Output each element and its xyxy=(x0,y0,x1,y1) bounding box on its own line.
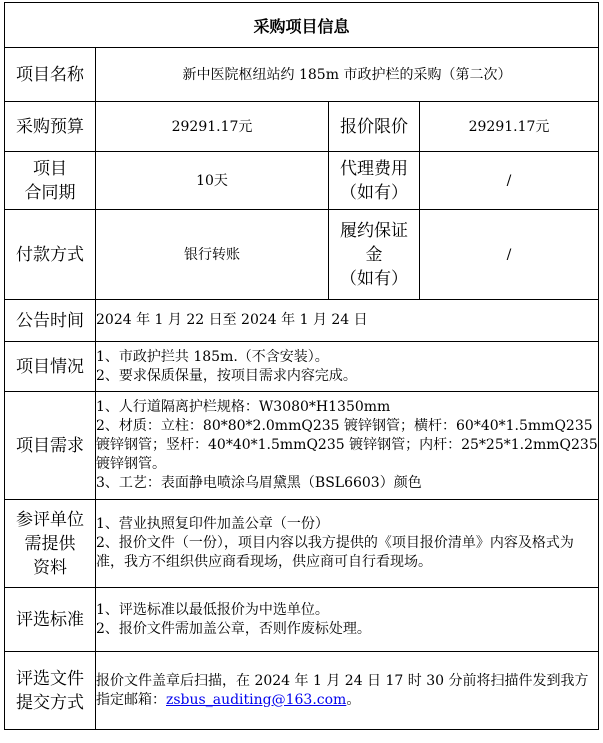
notice-time-value: 2024 年 1 月 22 日至 2024 年 1 月 24 日 xyxy=(96,300,599,342)
price-limit-value: 29291.17元 xyxy=(420,102,599,152)
performance-bond-label xyxy=(329,210,420,300)
project-requirements-row xyxy=(5,392,599,500)
title-row xyxy=(5,3,599,48)
criteria-label: 评选标准 xyxy=(5,588,96,652)
submission-label-line-1: 评选文件 xyxy=(16,668,84,689)
criteria-content xyxy=(96,588,599,652)
project-name-value: 新中医院枢纽站约 185m 市政护栏的采购（第二次） xyxy=(96,48,599,102)
price-limit-label: 报价限价 xyxy=(329,102,420,152)
budget-row xyxy=(5,102,599,152)
payment-label: 付款方式 xyxy=(5,210,96,300)
materials-line-1: 1、营业执照复印件加盖公章（一份） xyxy=(96,516,329,532)
project-situation-line-2: 2、要求保质保量，按项目需求内容完成。 xyxy=(96,367,357,384)
project-situation-line-1: 1、市政护拦共 185m.（不含安装）。 xyxy=(96,348,329,365)
agent-fee-label-line-1: 代理费用 xyxy=(340,158,408,179)
submission-row xyxy=(5,652,599,730)
budget-value: 29291.17元 xyxy=(96,102,329,152)
project-requirements-content xyxy=(96,392,599,500)
submission-email-link[interactable]: zsbus_auditing@163.com xyxy=(166,691,347,708)
materials-content xyxy=(96,500,599,588)
materials-label-line-1: 参评单位 xyxy=(16,509,84,530)
notice-time-row xyxy=(5,300,599,342)
procurement-info-table xyxy=(4,2,599,730)
criteria-line-1: 1、评选标准以最低报价为中选单位。 xyxy=(96,601,329,618)
submission-content xyxy=(96,652,599,730)
notice-time-label: 公告时间 xyxy=(5,300,96,342)
materials-row xyxy=(5,500,599,588)
materials-label-line-3: 资料 xyxy=(33,557,67,578)
contract-period-label-line-1: 项目 xyxy=(33,158,67,179)
submission-text: 报价文件盖章后扫描，在 2024 年 1 月 24 日 17 时 30 分前将扫描件发到我方指定邮箱： xyxy=(96,672,589,708)
agent-fee-label-line-2: （如有） xyxy=(340,182,408,203)
contract-period-label-line-2: 合同期 xyxy=(24,182,76,203)
criteria-line-2: 2、报价文件需加盖公章，否则作废标处理。 xyxy=(96,620,371,637)
agent-fee-label xyxy=(329,152,420,210)
performance-bond-label-line-1: 履约保证 xyxy=(340,220,408,241)
submission-tail: 。 xyxy=(346,691,361,708)
materials-label-line-2: 需提供 xyxy=(24,533,76,554)
project-situation-content xyxy=(96,342,599,392)
contract-period-row xyxy=(5,152,599,210)
materials-line-2: 2、报价文件（一份），项目内容以我方提供的《项目报价清单》内容及格式为准，我方不组织供应商看现场，供应商可自行看现场。 xyxy=(96,535,574,570)
submission-label-line-2: 提交方式 xyxy=(16,692,84,713)
project-requirements-line-2: 2、材质：立柱：80*80*2.0mmQ235 镀锌钢管；横杆：60*40*1.5mmQ235 镀锌钢管；竖杆：40*40*1.5mmQ235 镀锌钢管；内杆：25*25*1.2mmQ235 镀锌钢管。 xyxy=(96,418,598,472)
project-situation-row xyxy=(5,342,599,392)
project-requirements-line-1: 1、人行道隔离护栏规格：W3080*H1350mm xyxy=(96,399,391,415)
performance-bond-label-line-3: （如有） xyxy=(340,268,408,289)
budget-label: 采购预算 xyxy=(5,102,96,152)
performance-bond-label-line-2: 金 xyxy=(365,244,383,265)
project-name-row xyxy=(5,48,599,102)
project-situation-label: 项目情况 xyxy=(5,342,96,392)
performance-bond-value: / xyxy=(420,210,599,300)
agent-fee-value: / xyxy=(420,152,599,210)
contract-period-label xyxy=(5,152,96,210)
payment-value: 银行转账 xyxy=(96,210,329,300)
materials-label xyxy=(5,500,96,588)
project-requirements-line-3: 3、工艺：表面静电喷涂乌眉黛黑（BSL6603）颜色 xyxy=(96,475,422,491)
payment-row xyxy=(5,210,599,300)
submission-label xyxy=(5,652,96,730)
project-name-label: 项目名称 xyxy=(5,48,96,102)
criteria-row xyxy=(5,588,599,652)
contract-period-value: 10天 xyxy=(96,152,329,210)
table-title: 采购项目信息 xyxy=(5,3,599,48)
project-requirements-label: 项目需求 xyxy=(5,392,96,500)
